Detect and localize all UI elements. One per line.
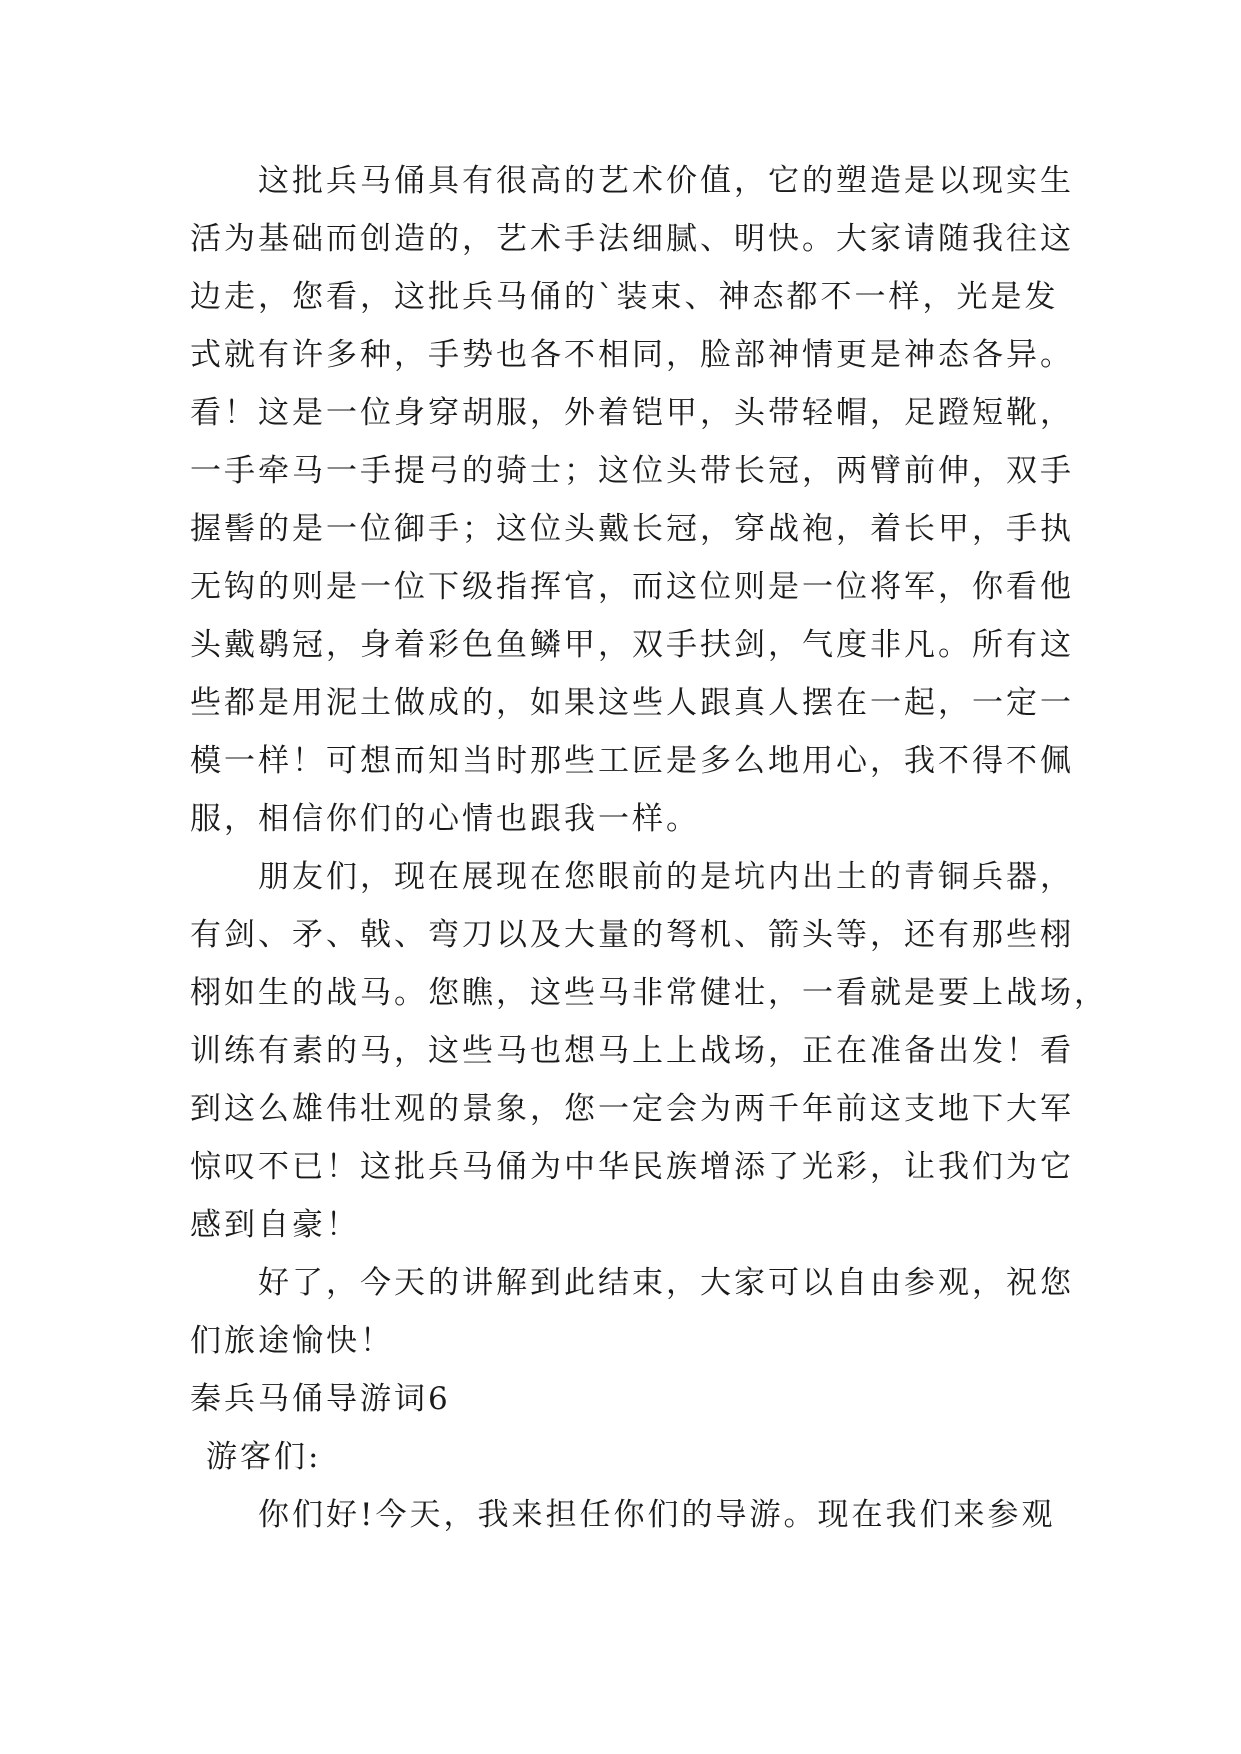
section-heading: 秦兵马俑导游词6 [190,1381,451,1417]
text-line: 有剑、矛、戟、弯刀以及大量的弩机、箭头等，还有那些栩 [190,917,1074,953]
paragraph-terracotta-art [190,152,1074,848]
text-line: 看！这是一位身穿胡服，外着铠甲，头带轻帽，足蹬短靴， [190,395,1074,431]
text-line: 惊叹不已！这批兵马俑为中华民族增添了光彩，让我们为它 [190,1149,1074,1185]
text-line: 们旅途愉快！ [190,1323,394,1359]
text-line: 活为基础而创造的，艺术手法细腻、明快。大家请随我往这 [190,221,1074,257]
text-line: 栩如生的战马。您瞧，这些马非常健壮，一看就是要上战场， [190,975,1108,1011]
text-line: 好了，今天的讲解到此结束，大家可以自由参观，祝您 [258,1265,1074,1301]
document-body [190,152,1108,1544]
text-line: 无钩的则是一位下级指挥官，而这位则是一位将军，你看他 [190,569,1074,605]
text-line: 到这么雄伟壮观的景象，您一定会为两千年前这支地下大军 [190,1091,1074,1127]
text-line: 感到自豪！ [190,1207,360,1243]
text-line: 头戴鹖冠，身着彩色鱼鳞甲，双手扶剑，气度非凡。所有这 [190,627,1074,663]
text-line: 一手牵马一手提弓的骑士；这位头带长冠，两臂前伸，双手 [190,453,1074,489]
text-line: 式就有许多种，手势也各不相同，脸部神情更是神态各异。 [190,337,1074,373]
paragraph-intro [190,1486,1070,1544]
paragraph-closing [190,1254,1074,1370]
text-line: 边走，您看，这批兵马俑的`装束、神态都不一样，光是发 [190,279,1059,315]
text-line: 握髻的是一位御手；这位头戴长冠，穿战袍，着长甲，手执 [190,511,1074,547]
paragraph-bronze-weapons [190,848,1108,1254]
text-line: 朋友们，现在展现在您眼前的是坑内出土的青铜兵器， [258,859,1074,895]
text-line: 你们好!今天，我来担任你们的导游。现在我们来参观 [258,1497,1056,1533]
greeting-line: 游客们: [206,1439,322,1475]
text-line: 些都是用泥土做成的，如果这些人跟真人摆在一起，一定一 [190,685,1074,721]
text-line: 这批兵马俑具有很高的艺术价值，它的塑造是以现实生 [258,163,1074,199]
text-line: 服，相信你们的心情也跟我一样。 [190,801,700,837]
text-line: 训练有素的马，这些马也想马上上战场，正在准备出发！看 [190,1033,1074,1069]
text-line: 模一样！可想而知当时那些工匠是多么地用心，我不得不佩 [190,743,1074,779]
